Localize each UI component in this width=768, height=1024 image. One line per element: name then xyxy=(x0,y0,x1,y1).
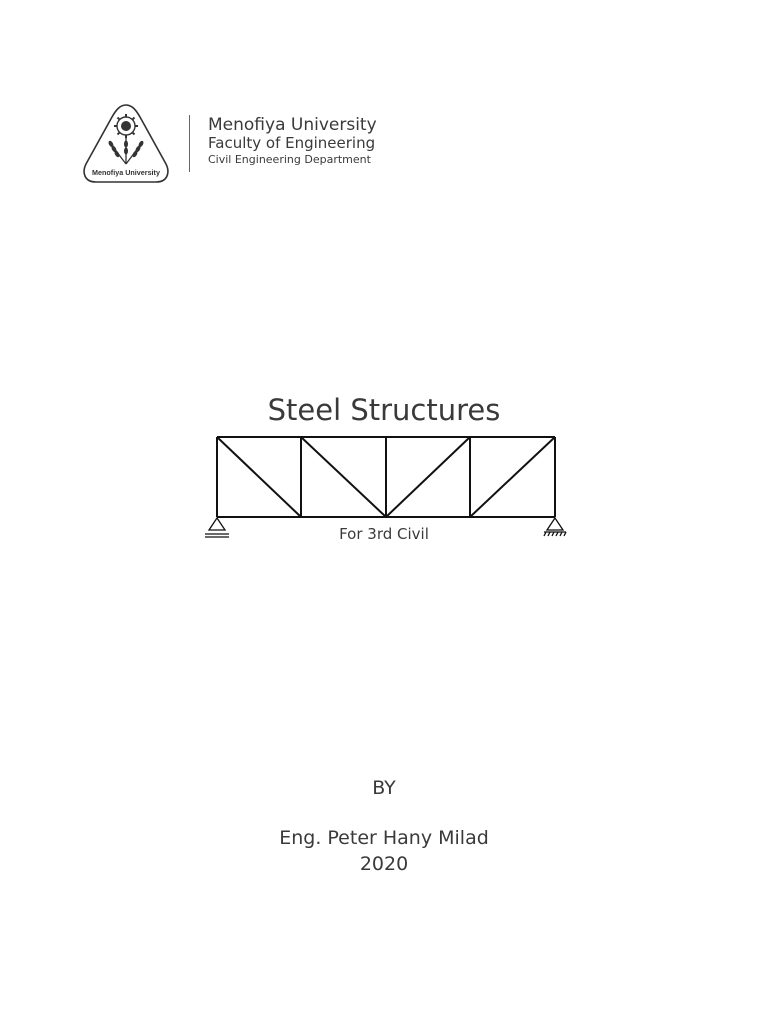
header-divider xyxy=(189,115,190,172)
truss-diagonal xyxy=(386,437,470,517)
department-name: Civil Engineering Department xyxy=(208,153,371,166)
truss-diagonal xyxy=(470,437,555,517)
university-logo xyxy=(80,102,172,186)
institution-header xyxy=(208,117,377,165)
document-title: Steel Structures xyxy=(267,393,501,427)
truss-diagonal xyxy=(217,437,301,517)
document-subtitle: For 3rd Civil xyxy=(339,525,429,543)
university-name: Menofiya University xyxy=(208,115,377,135)
by-label: BY xyxy=(372,777,396,799)
truss-diagonal xyxy=(301,437,386,517)
university-seal-icon xyxy=(80,102,172,186)
author-name: Eng. Peter Hany Milad xyxy=(279,827,489,849)
faculty-name: Faculty of Engineering xyxy=(208,134,376,152)
publication-year: 2020 xyxy=(359,853,409,875)
logo-text: Menofiya University xyxy=(92,168,160,177)
